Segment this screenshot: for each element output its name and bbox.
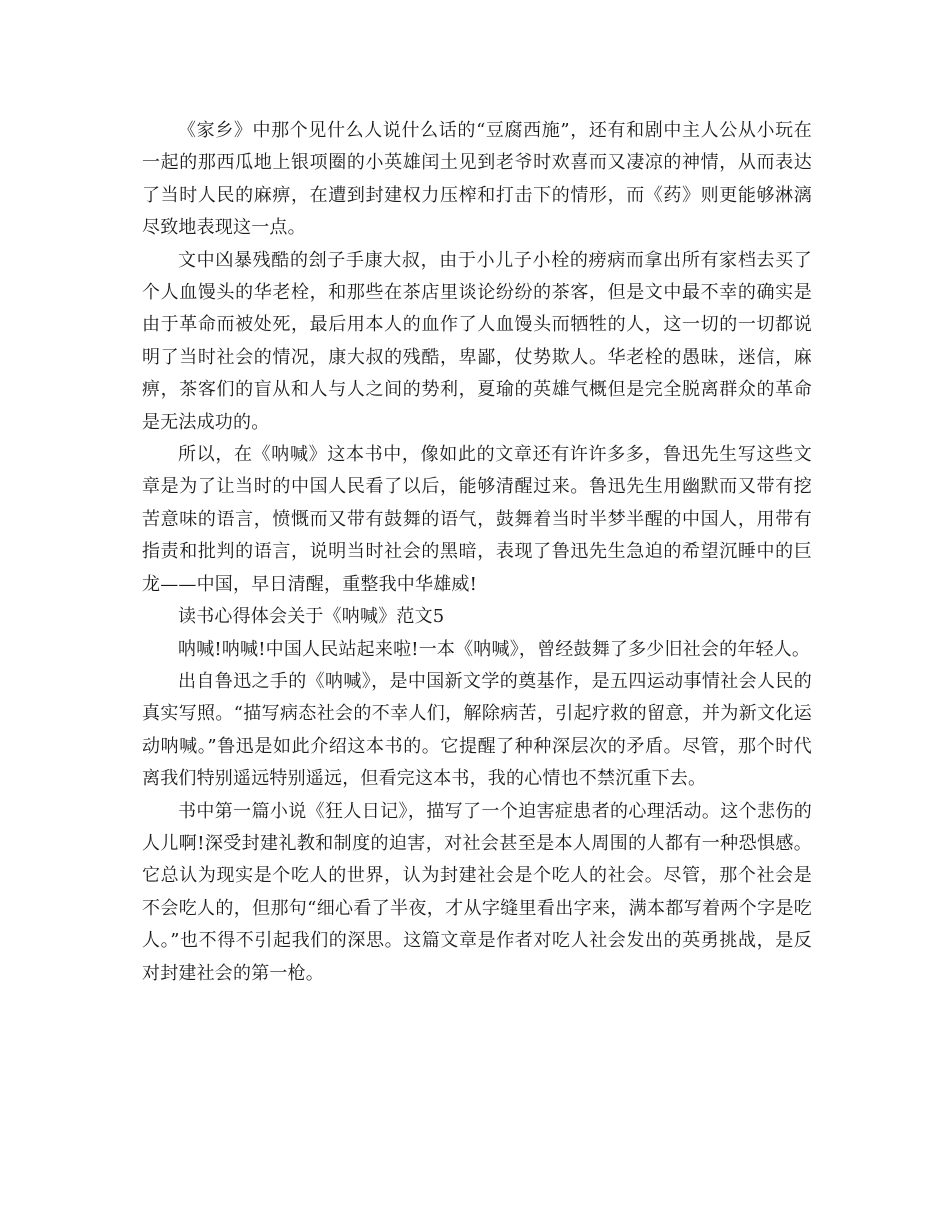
paragraph-4: 呐喊!呐喊!中国人民站起来啦!一本《呐喊》，曾经鼓舞了多少旧社会的年轻人。 — [178, 638, 811, 660]
section-heading: 读书心得体会关于《呐喊》范文5 — [178, 606, 445, 628]
paragraph-2: 文中凶暴残酷的刽子手康大叔，由于小儿子小栓的痨病而拿出所有家档去买了个人血馒头的华老栓，和那些在茶店里谈论纷纷的茶客，但是文中最不幸的确实是由于革命而被处死，最后用本人的血作了人血馒头而牺牲的人，这一切的一切都说明了当时社会的情况，康大叔的残酷，卑鄙，仗势欺人。华老栓的愚昧，迷信，麻痹，茶客们的盲从和人与人之间的势利，夏瑜的英雄气概但是完全脱离群众的革命是无法成功的。 — [142, 249, 812, 433]
paragraph-1: 《家乡》中那个见什么人说什么话的“豆腐西施”，还有和剧中主人公从小玩在一起的那西瓜地上银项圈的小英雄闰土见到老爷时欢喜而又凄凉的神情，从而表达了当时人民的麻痹，在遭到封建权力压榨和打击下的情形，而《药》则更能够淋漓尽致地表现这一点。 — [142, 120, 812, 239]
document-page — [142, 115, 812, 990]
paragraph-5: 出自鲁迅之手的《呐喊》，是中国新文学的奠基作，是五四运动事情社会人民的真实写照。“描写病态社会的不幸人们，解除病苦，引起疗救的留意，并为新文化运动呐喊。”鲁迅是如此介绍这本书的。它提醒了种种深层次的矛盾。尽管，那个时代离我们特别遥远特别遥远，但看完这本书，我的心情也不禁沉重下去。 — [142, 670, 812, 790]
paragraph-6: 书中第一篇小说《狂人日记》，描写了一个迫害症患者的心理活动。这个悲伤的人儿啊!深受封建礼教和制度的迫害，对社会甚至是本人周围的人都有一种恐惧感。它总认为现实是个吃人的世界，认为封建社会是个吃人的社会。尽管，那个社会是不会吃人的，但那句“细心看了半夜，才从字缝里看出字来，满本都写着两个字是吃人。”也不得不引起我们的深思。这篇文章是作者对吃人社会发出的英勇挑战，是反对封建社会的第一枪。 — [142, 800, 812, 984]
paragraph-3: 所以，在《呐喊》这本书中，像如此的文章还有许许多多，鲁迅先生写这些文章是为了让当时的中国人民看了以后，能够清醒过来。鲁迅先生用幽默而又带有挖苦意味的语言，愤慨而又带有鼓舞的语气，鼓舞着当时半梦半醒的中国人，用带有指责和批判的语言，说明当时社会的黑暗，表现了鲁迅先生急迫的希望沉睡中的巨龙——中国，早日清醒，重整我中华雄威! — [142, 444, 812, 595]
